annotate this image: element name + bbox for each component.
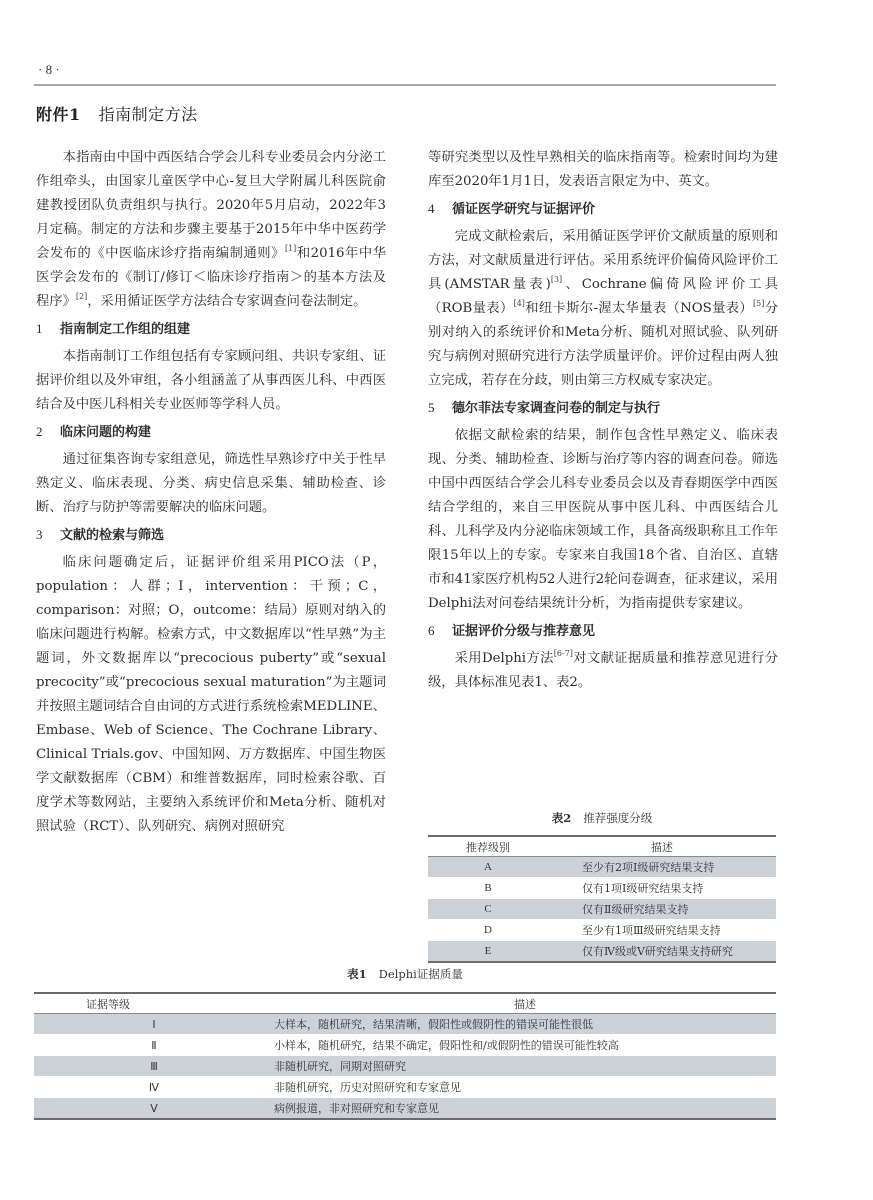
level-cell: Ⅱ <box>34 1035 274 1056</box>
level-cell: Ⅳ <box>34 1077 274 1098</box>
section-title: 指南制定工作组的组建 <box>60 322 191 337</box>
section-number: 4 <box>428 201 435 216</box>
table-2-title: 推荐强度分级 <box>583 811 653 825</box>
citation-5[interactable]: [5] <box>753 299 765 308</box>
description-cell: 非随机研究，同期对照研究 <box>274 1056 776 1077</box>
section-1-heading <box>36 318 386 341</box>
grade-cell: B <box>428 878 548 899</box>
description-cell: 至少有2项I级研究结果支持 <box>548 857 776 878</box>
description-cell: 仅有Ⅱ级研究结果支持 <box>548 899 776 920</box>
citation-1[interactable]: [1] <box>284 244 297 253</box>
grade-cell: A <box>428 857 548 878</box>
level-cell: Ⅰ <box>34 1014 274 1035</box>
citation-4[interactable]: [4] <box>513 299 525 308</box>
description-cell: 仅有Ⅳ级或Ⅴ研究结果支持研究 <box>548 941 776 963</box>
table-2-recommendation-strength <box>428 835 776 963</box>
intro-text: 本指南由中国中西医结合学会儿科专业委员会内分泌工作组牵头，由国家儿童医学中心-复旦大学附属儿科医院俞建教授团队负责组织与执行。2020年5月启动，2022年3月定稿。制定的方法和步骤主要基于2015年中华中医药学会发布的《中医临床诊疗指南编制通则》 <box>36 150 386 261</box>
citation-3[interactable]: [3] <box>550 275 563 284</box>
table-2-caption <box>428 810 776 826</box>
description-cell: 仅有1项Ⅰ级研究结果支持 <box>548 878 776 899</box>
section-number: 1 <box>36 321 43 336</box>
section-4-text <box>428 225 778 393</box>
section-5-heading <box>428 397 778 420</box>
column-header: 描述 <box>274 993 776 1014</box>
header-rule <box>34 84 776 86</box>
table-2-label: 表2 <box>551 811 572 825</box>
citation-6-7[interactable]: [6-7] <box>553 649 573 658</box>
s4-text-a: 完成文献检索后，采用循证医学评价文献质量的原则和方法，对文献质量进行评估。采用系统评价偏倚风险评价工具(AMSTAR量表) <box>428 229 778 292</box>
table-row <box>428 941 776 963</box>
section-number: 5 <box>428 400 435 415</box>
appendix-title <box>36 102 198 125</box>
section-number: 6 <box>428 623 435 638</box>
section-number: 2 <box>36 424 43 439</box>
section-title: 文献的检索与筛选 <box>60 528 165 543</box>
table-row <box>34 1077 776 1098</box>
grade-cell: C <box>428 899 548 920</box>
table-row <box>428 920 776 941</box>
column-header: 描述 <box>548 836 776 857</box>
s6-text-b: 对文献证据质量和推荐意见进行分级，具体标准见表1、表2。 <box>428 651 778 690</box>
table-row <box>34 1014 776 1035</box>
description-cell: 至少有1项Ⅲ级研究结果支持 <box>548 920 776 941</box>
section-2-text: 通过征集咨询专家组意见，筛选性早熟诊疗中关于性早熟定义、临床表现、分类、病史信息采集、辅助检查、诊断、治疗与防护等需要解决的临床问题。 <box>36 452 386 515</box>
table-1-caption <box>34 966 776 982</box>
section-3-text: 临床问题确定后，证据评价组采用PICO法（P，population：人群；I，intervention：干预；C，comparison：对照；O，outcome：结局）原则对纳入的临床问题进行构解。检索方式，中文数据库以“性早熟”为主题词，外文数据库以“precocious puberty”或“sexual precocity”或“precocious sexual maturation”为主题词并按照主题词结合自由词的方式进行系统检索MEDLINE、Embase、Web of Science、The Cochrane Library、Clinical Trials.gov、中国知网、万方数据库、中国生物医学文献数据库（CBM）和维普数据库，同时检索谷歌、百度学术等数网站，主要纳入系统评价和Meta分析、随机对照试验（RCT）、队列研究、病例对照研究 <box>36 555 386 834</box>
section-title: 临床问题的构建 <box>60 425 152 440</box>
section-1-text: 本指南制订工作组包括有专家顾问组、共识专家组、证据评价组以及外审组，各小组涵盖了从事西医儿科、中西医结合及中医儿科相关专业医师等学科人员。 <box>36 349 386 412</box>
description-cell: 非随机研究，历史对照研究和专家意见 <box>274 1077 776 1098</box>
section-6-heading <box>428 620 778 643</box>
section-title: 证据评价分级与推荐意见 <box>452 624 596 639</box>
section-3-heading <box>36 524 386 547</box>
intro-text-mid: 和2016年中华医学会发布的《制订/修订＜临床诊疗指南＞的基本方法及程序》 <box>36 246 387 309</box>
section-title: 循证医学研究与证据评价 <box>452 202 596 217</box>
citation-2[interactable]: [2] <box>75 292 88 301</box>
table-1-title: Delphi证据质量 <box>378 967 463 981</box>
page-number: · 8 · <box>38 62 60 77</box>
section-5-text: 依据文献检索的结果，制作包含性早熟定义、临床表现、分类、辅助检查、诊断与治疗等内容的调查问卷。筛选中国中西医结合学会儿科专业委员会以及青春期医学中西医结合学组的，来自三甲医院从事中医儿科、中西医结合儿科、儿科学及内分泌临床领域工作，具备高级职称且工作年限15年以上的专家。专家来自我国18个省、自治区、直辖市和41家医疗机构52人进行2轮问卷调查，征求建议，采用Delphi法对问卷结果统计分析，为指南提供专家建议。 <box>428 428 778 611</box>
right-column <box>428 146 778 695</box>
section-number: 3 <box>36 527 43 542</box>
description-cell: 病例报道，非对照研究和专家意见 <box>274 1098 776 1120</box>
section-2-heading <box>36 421 386 444</box>
section-6-text <box>428 647 778 695</box>
table-1-label: 表1 <box>347 967 367 981</box>
table-header-row <box>428 836 776 857</box>
table-row <box>428 899 776 920</box>
intro-text-end: ，采用循证医学方法结合专家调查问卷法制定。 <box>87 294 367 309</box>
level-cell: Ⅲ <box>34 1056 274 1077</box>
table-row <box>34 1098 776 1120</box>
appendix-name: 指南制定方法 <box>98 105 198 124</box>
table-row <box>428 878 776 899</box>
section-3-continued: 等研究类型以及性早熟相关的临床指南等。检索时间均为建库至2020年1月1日，发表语言限定为中、英文。 <box>428 150 778 189</box>
column-header: 推荐级别 <box>428 836 548 857</box>
level-cell: Ⅴ <box>34 1098 274 1120</box>
description-cell: 大样本，随机研究，结果清晰，假阳性或假阴性的错误可能性很低 <box>274 1014 776 1035</box>
table-1-delphi-evidence-quality <box>34 992 776 1120</box>
table-header-row <box>34 993 776 1014</box>
description-cell: 小样本，随机研究，结果不确定，假阳性和/或假阴性的错误可能性较高 <box>274 1035 776 1056</box>
s4-text-d: 分别对纳入的系统评价和Meta分析、随机对照试验、队列研究与病例对照研究进行方法学质量评价。评价过程由两人独立完成，若存在分歧，则由第三方权威专家决定。 <box>428 301 778 388</box>
s4-text-c: 和纽卡斯尔-渥太华量表（NOS量表） <box>524 301 754 316</box>
table-row <box>428 857 776 878</box>
table-row <box>34 1056 776 1077</box>
appendix-label: 附件1 <box>36 105 81 124</box>
grade-cell: D <box>428 920 548 941</box>
column-header: 证据等级 <box>34 993 274 1014</box>
grade-cell: E <box>428 941 548 963</box>
section-4-heading <box>428 198 778 221</box>
section-title: 德尔菲法专家调查问卷的制定与执行 <box>452 401 661 416</box>
s6-text-a: 采用Delphi方法 <box>454 651 554 666</box>
intro-paragraph <box>36 146 386 314</box>
left-column <box>36 146 386 839</box>
table-row <box>34 1035 776 1056</box>
s4-text-b: 、Cochrane偏倚风险评价工具（ROB量表） <box>428 277 778 316</box>
